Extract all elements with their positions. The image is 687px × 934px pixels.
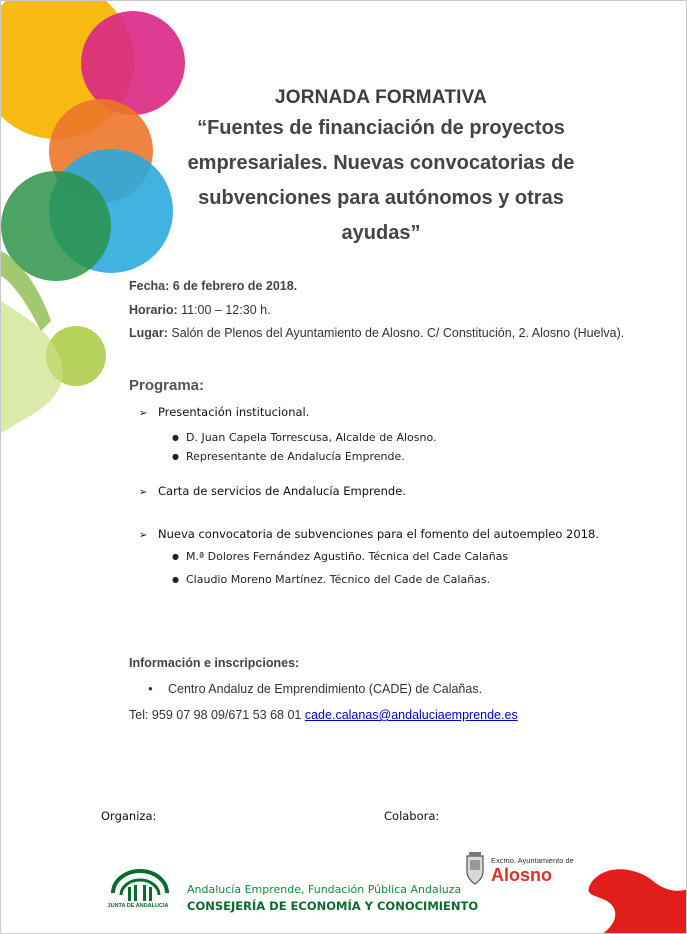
title-subject bbox=[141, 111, 621, 251]
program-item-title: Nueva convocatoria de subvenciones para el fomento del autoempleo 2018. bbox=[158, 527, 599, 541]
time-row bbox=[129, 303, 624, 327]
program-item-title: Presentación institucional. bbox=[158, 405, 310, 419]
phone-text: Tel: 959 07 98 09/671 53 68 01 bbox=[129, 708, 302, 722]
title-heading: JORNADA FORMATIVA bbox=[274, 87, 488, 108]
ayuntamiento-label: Excmo. Ayuntamiento de bbox=[491, 856, 574, 865]
alosno-shield-icon bbox=[464, 852, 486, 886]
bullet-icon: ● bbox=[172, 552, 179, 561]
bullet-icon: ● bbox=[172, 575, 179, 584]
arrow-icon: ➢ bbox=[139, 408, 148, 419]
title-line: empresariales. Nuevas convocatorias de bbox=[187, 152, 575, 174]
info-center-text: Centro Andaluz de Emprendimiento (CADE) de Calañas. bbox=[168, 682, 483, 696]
program-bullet bbox=[172, 431, 437, 444]
program-item bbox=[139, 484, 406, 498]
decorative-red-shape bbox=[581, 861, 687, 934]
alosno-name: Alosno bbox=[491, 865, 552, 885]
program-bullet-text: M.ª Dolores Fernández Agustiño. Técnica del Cade Calañas bbox=[186, 550, 509, 563]
consejeria-text: CONSEJERÍA DE ECONOMÍA Y CONOCIMIENTO bbox=[187, 899, 479, 913]
place-row bbox=[129, 326, 624, 350]
email-link[interactable]: cade.calanas@andaluciaemprende.es bbox=[304, 708, 518, 722]
info-heading: Información e inscripciones: bbox=[129, 656, 300, 670]
program-item bbox=[139, 405, 309, 419]
colabora-label: Colabora: bbox=[384, 809, 440, 823]
programa-heading: Programa: bbox=[129, 377, 205, 394]
date-label: Fecha: bbox=[129, 279, 170, 293]
program-bullet bbox=[172, 573, 490, 586]
program-bullet bbox=[172, 450, 405, 463]
program-bullet-text: Representante de Andalucía Emprende. bbox=[186, 450, 405, 463]
program-bullet-text: Claudio Moreno Martínez. Técnico del Cade de Calañas. bbox=[186, 573, 491, 586]
program-item-title: Carta de servicios de Andalucía Emprende. bbox=[158, 484, 406, 498]
place-value: Salón de Plenos del Ayuntamiento de Alosno. C/ Constitución, 2. Alosno (Huelva). bbox=[171, 326, 625, 340]
contact-line bbox=[129, 708, 518, 722]
organiza-label: Organiza: bbox=[101, 809, 157, 823]
title-line: “Fuentes de financiación de proyectos bbox=[197, 117, 565, 139]
title-line: ayudas” bbox=[341, 222, 421, 244]
time-value: 11:00 – 12:30 h. bbox=[181, 302, 271, 317]
time-label: Horario: bbox=[129, 302, 178, 317]
title-line: subvenciones para autónomos y otras bbox=[198, 187, 564, 209]
arrow-icon: ➢ bbox=[139, 530, 148, 541]
junta-name: JUNTA DE ANDALUCIA bbox=[107, 903, 169, 909]
bullet-icon: ● bbox=[172, 433, 179, 442]
program-item bbox=[139, 527, 599, 541]
date-value: 6 de febrero de 2018. bbox=[172, 279, 298, 293]
andalucia-emprende-text: Andalucía Emprende, Fundación Pública Andaluza bbox=[187, 883, 462, 896]
event-title bbox=[141, 87, 621, 251]
place-label: Lugar: bbox=[129, 326, 168, 340]
program-bullet-text: D. Juan Capela Torrescusa, Alcalde de Alosno. bbox=[186, 431, 437, 444]
arrow-icon: ➢ bbox=[139, 487, 148, 498]
date-row bbox=[129, 279, 624, 303]
bullet-icon: ● bbox=[148, 684, 153, 693]
bullet-icon: ● bbox=[172, 452, 179, 461]
event-details bbox=[129, 279, 624, 350]
info-center bbox=[148, 682, 482, 696]
lime-tendril bbox=[1, 301, 63, 433]
program-bullet bbox=[172, 550, 508, 563]
